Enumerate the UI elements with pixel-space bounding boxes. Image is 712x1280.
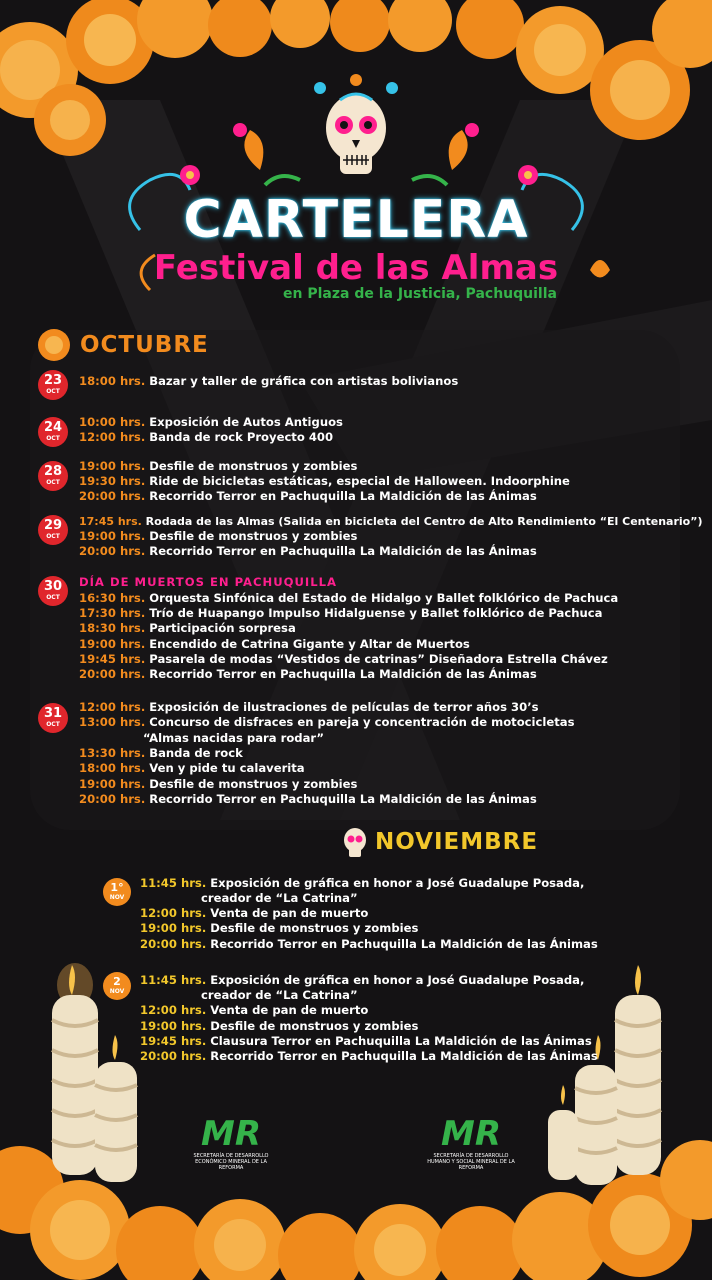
event-line: 17:30 hrs. Trío de Huapango Impulso Hidalguense y Ballet folklórico de Pachuca [79,606,603,620]
date-badge: 31 OCT [38,703,68,733]
logo-desarrollo-humano: MR SECRETARÍA DE DESARROLLO HUMANO Y SOCIAL MINERAL DE LA REFORMA [427,1114,515,1171]
event-line: 18:00 hrs. Bazar y taller de gráfica con artistas bolivianos [79,374,459,388]
event-line: 18:00 hrs. Ven y pide tu calaverita [79,761,305,775]
event-location: en Plaza de la Justicia, Pachuquilla [283,286,557,302]
date-badge: 29 OCT [38,515,68,545]
event-line: 19:00 hrs. Encendido de Catrina Gigante y Altar de Muertos [79,637,470,651]
event-line: 18:30 hrs. Participación sorpresa [79,621,296,635]
event-line: 19:45 hrs. Pasarela de modas “Vestidos de catrinas” Diseñadora Estrella Chávez [79,652,608,666]
event-line: 13:00 hrs. Concurso de disfraces en pareja y concentración de motocicletas [79,715,575,729]
event-line: 12:00 hrs. Banda de rock Proyecto 400 [79,430,334,444]
event-line: 19:00 hrs. Desfile de monstruos y zombies [79,529,358,543]
event-line: 20:00 hrs. Recorrido Terror en Pachuquilla La Maldición de las Ánimas [79,489,537,503]
marigold-icon [38,329,70,361]
page-subtitle: Festival de las Almas [153,248,559,288]
event-line: 11:45 hrs. Exposición de gráfica en honor a José Guadalupe Posada, [140,973,585,987]
event-line: “Almas nacidas para rodar” [143,731,324,745]
event-line: 20:00 hrs. Recorrido Terror en Pachuquilla La Maldición de las Ánimas [140,1049,598,1063]
date-badge: 24 OCT [38,417,68,447]
event-line: 10:00 hrs. Exposición de Autos Antiguos [79,415,343,429]
month-heading-november: NOVIEMBRE [375,829,539,855]
event-line: 19:30 hrs. Ride de bicicletas estáticas, especial de Halloween. Indoorphine [79,474,570,488]
event-line: 12:00 hrs. Venta de pan de muerto [140,906,369,920]
event-line: 19:00 hrs. Desfile de monstruos y zombies [79,777,358,791]
month-heading-october: OCTUBRE [80,332,209,358]
event-line: 19:00 hrs. Desfile de monstruos y zombies [140,1019,419,1033]
date-badge: 30 OCT [38,576,68,606]
event-line: 17:45 hrs. Rodada de las Almas (Salida en bicicleta del Centro de Alto Rendimiento “El Centenario”) [79,515,703,528]
event-headline: DÍA DE MUERTOS EN PACHUQUILLA [79,575,337,589]
date-badge: 28 OCT [38,461,68,491]
date-badge: 1° NOV [103,878,131,906]
event-line: 16:30 hrs. Orquesta Sinfónica del Estado de Hidalgo y Ballet folklórico de Pachuca [79,591,619,605]
event-line: 19:45 hrs. Clausura Terror en Pachuquilla La Maldición de las Ánimas [140,1034,592,1048]
page-title: CARTELERA [183,190,529,250]
event-line: 12:00 hrs. Venta de pan de muerto [140,1003,369,1017]
event-line: 19:00 hrs. Desfile de monstruos y zombies [79,459,358,473]
event-line: 13:30 hrs. Banda de rock [79,746,243,760]
event-line: 20:00 hrs. Recorrido Terror en Pachuquilla La Maldición de las Ánimas [79,792,537,806]
event-line: 20:00 hrs. Recorrido Terror en Pachuquilla La Maldición de las Ánimas [79,667,537,681]
logo-desarrollo-economico: MR SECRETARÍA DE DESARROLLO ECONÓMICO MINERAL DE LA REFORMA [193,1114,269,1171]
event-line: 12:00 hrs. Exposición de ilustraciones de películas de terror años 30’s [79,700,539,714]
date-badge: 2 NOV [103,972,131,1000]
event-line: 20:00 hrs. Recorrido Terror en Pachuquilla La Maldición de las Ánimas [79,544,537,558]
event-line: creador de “La Catrina” [201,891,358,905]
event-line: 11:45 hrs. Exposición de gráfica en honor a José Guadalupe Posada, [140,876,585,890]
event-line: creador de “La Catrina” [201,988,358,1002]
event-line: 20:00 hrs. Recorrido Terror en Pachuquilla La Maldición de las Ánimas [140,937,598,951]
date-badge: 23 OCT [38,370,68,400]
event-line: 19:00 hrs. Desfile de monstruos y zombies [140,921,419,935]
